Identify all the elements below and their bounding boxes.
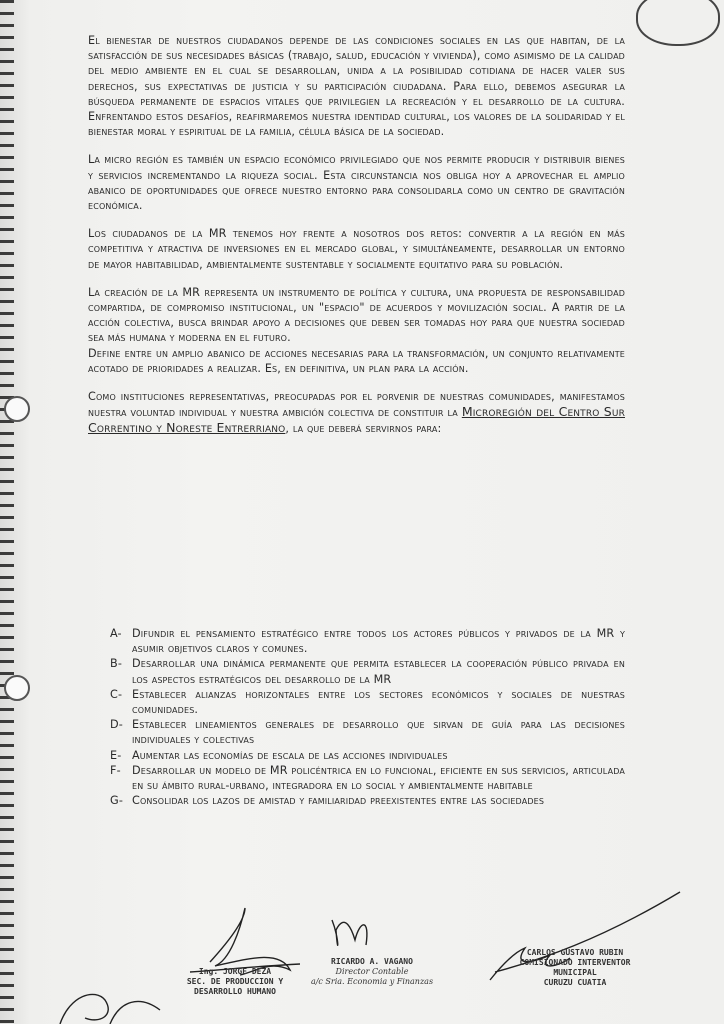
list-item: G- Consolidar los lazos de amistad y familiaridad preexistentes entre las sociedades	[110, 794, 545, 808]
signature-vagano: RICARDO A. VAGANO Director Contable a/c Sria. Economia y Finanzas	[310, 957, 434, 986]
binding-hole	[4, 675, 30, 701]
list-item: D- Establecer lineamientos generales de desarrollo que sirvan de guía para las decisiones individuales y colectivas	[110, 718, 625, 747]
paragraph-4: La creación de la MR representa un instrumento de política y cultura, una propuesta de responsabilidad compartida, de compromiso institucional, un "espacio" de acuerdos y movilización social. A partir de la acción colectiva, busca brindar apoyo a decisiones que deben ser tomadas hoy para que nuestra sociedad sea más humana y moderna en el futuro.	[88, 285, 625, 345]
list-item: E- Aumentar las economías de escala de las acciones individuales	[110, 748, 448, 762]
list-item: C- Establecer alianzas horizontales entre los sectores económicos y sociales de nuestras comunidades.	[110, 687, 625, 717]
list-item: F- Desarrollar un modelo de MR policéntrica en lo funcional, eficiente en sus servicios, articulada en su ámbito rural-urbano, integradora en lo social y ambientalmente habitable	[110, 763, 625, 793]
paragraph-1: El bienestar de nuestros ciudadanos depende de las condiciones sociales en las que habitan, de la satisfacción de sus necesidades básicas (trabajo, salud, educación y vivienda), como asimismo de la calidad del medio ambiente en el cual se desarrollan, unida a la posibilidad cotidiana de hacer valer sus derechos, sus expectativas de justicia y su participación ciudadana. Para ello, debemos asegurar la búsqueda permanente de espacios vitales que privilegien la recreación y el desarrollo de la cultura. Enfrentando estos desafíos, reafirmaremos nuestra identidad cultural, los valores de la solidaridad y el bienestar moral y espiritual de la familia, célula básica de la sociedad.	[88, 34, 625, 139]
list-item: B- Desarrollar una dinámica permanente que permita establecer la cooperación público privada en los aspectos estratégicos del desarrollo de la MR	[110, 657, 625, 686]
list-item: A- Difundir el pensamiento estratégico entre todos los actores públicos y privados de la MR y asumir objetivos claros y comunes.	[110, 627, 625, 656]
binding-hole	[4, 396, 30, 422]
signature-rubin: CARLOS GUSTAVO RUBIN COMISIONADO INTERVENTOR MUNICIPAL CURUZU CUATIA	[519, 948, 631, 987]
microregion-name: Microregión del Centro Sur Correntino y Noreste Entrerriano	[88, 404, 625, 436]
signature-deza: Ing. JORGE DEZA SEC. DE PRODUCCION Y DESARROLLO HUMANO	[186, 967, 284, 996]
objectives-list	[110, 626, 625, 808]
spiral-binding	[0, 0, 14, 1024]
body-text	[88, 33, 625, 450]
paragraph-2: La micro región es también un espacio económico privilegiado que nos permite producir y distribuir bienes y servicios incrementando la riqueza social. Esta circunstancia nos obliga hoy a aprovechar el amplio abanico de oportunidades que ofrece nuestro entorno para consolidarla como un centro de gravitación económica.	[88, 153, 625, 213]
closing-paragraph: Como instituciones representativas, preocupadas por el porvenir de nuestras comunidades, manifestamos nuestra voluntad individual y nuestra ambición colectiva de constituir la Microregión del Centro Sur Correntino y Noreste Entrerriano, la que deberá servirnos para:	[88, 390, 625, 436]
paragraph-5: Define entre un amplio abanico de acciones necesarias para la transformación, un conjunto relativamente acotado de prioridades a realizar. Es, en definitiva, un plan para la acción.	[88, 346, 625, 375]
corner-stamp	[636, 0, 720, 46]
paragraph-3: Los ciudadanos de la MR tenemos hoy frente a nosotros dos retos: convertir a la región en más competitiva y atractiva de inversiones en el mercado global, y simultáneamente, desarrollar un entorno de mayor habitabilidad, ambientalmente sustentable y socialmente equitativo para su población.	[88, 227, 625, 271]
